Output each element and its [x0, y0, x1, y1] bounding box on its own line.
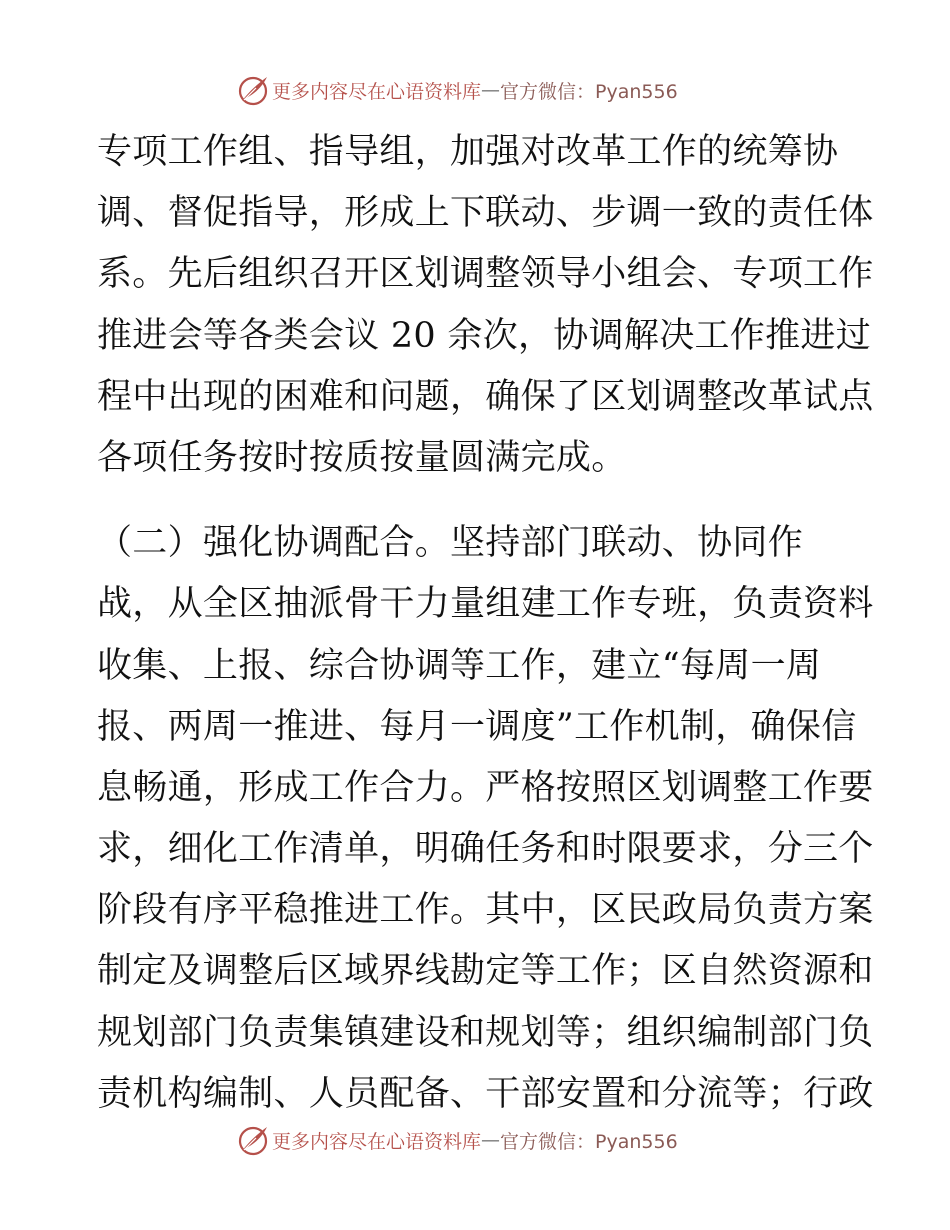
- text-line: 推进会等各类会议 20 余次，协调解决工作推进过: [97, 315, 871, 356]
- text-line: 规划部门负责集镇建设和规划等；组织编制部门负: [97, 1012, 874, 1053]
- text-line: 息畅通，形成工作合力。严格按照区划调整工作要: [97, 767, 874, 808]
- text-line: （二）强化协调配合。坚持部门联动、协同作: [97, 523, 804, 564]
- watermark-site-text: 更多内容尽在心语资料库: [272, 80, 482, 103]
- watermark-separator: —: [481, 79, 501, 101]
- text-line: 专项工作组、指导组，加强对改革工作的统筹协: [97, 132, 839, 172]
- text-line: 制定及调整后区域界线勘定等工作；区自然资源和: [97, 951, 874, 992]
- text-line: 责机构编制、人员配备、干部安置和分流等；行政: [97, 1073, 874, 1114]
- text-line: 阶段有序平稳推进工作。其中，区民政局负责方案: [97, 890, 874, 931]
- footer-watermark: [236, 1122, 756, 1158]
- text-line: 系。先后组织召开区划调整领导小组会、专项工作: [97, 254, 874, 295]
- feather-quill-icon: [236, 73, 270, 107]
- text-line: 战，从全区抽派骨干力量组建工作专班，负责资料: [97, 584, 874, 625]
- text-line: 求，细化工作清单，明确任务和时限要求，分三个: [97, 829, 874, 870]
- text-line: 调、督促指导，形成上下联动、步调一致的责任体: [97, 193, 874, 234]
- text-line: 程中出现的困难和问题，确保了区划调整改革试点: [97, 376, 874, 417]
- watermark-contact: 官方微信：Pyan556: [500, 1130, 678, 1153]
- text-line: 收集、上报、综合协调等工作，建立“每周一周: [97, 645, 822, 686]
- watermark-site-text: 更多内容尽在心语资料库: [272, 1130, 482, 1153]
- watermark-separator: —: [481, 1129, 501, 1151]
- feather-quill-icon: [236, 1123, 270, 1157]
- text-line: 各项任务按时按质按量圆满完成。: [97, 437, 627, 478]
- paragraph-2: [97, 513, 874, 1125]
- paragraph-1: [97, 122, 874, 489]
- paragraph-gap: [97, 489, 857, 513]
- document-body: [97, 122, 874, 1125]
- watermark-contact: 官方微信：Pyan556: [500, 80, 678, 103]
- header-watermark: [236, 72, 756, 108]
- text-line: 报、两周一推进、每月一调度”工作机制，确保信: [97, 706, 857, 747]
